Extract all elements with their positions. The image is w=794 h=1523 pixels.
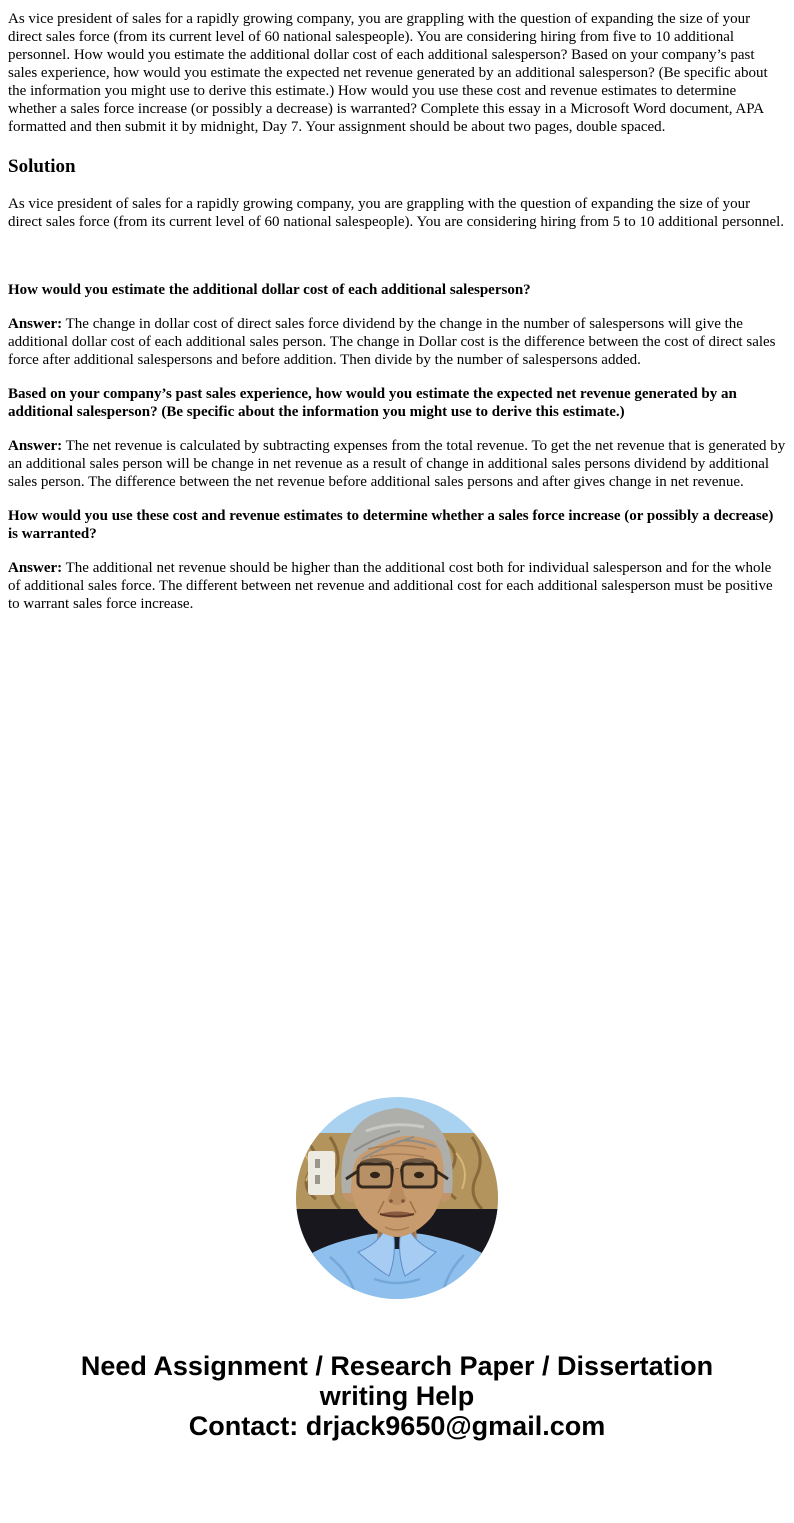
banner-contact-email: Contact: drjack9650@gmail.com	[188, 1411, 606, 1441]
solution-intro: As vice president of sales for a rapidly growing company, you are grappling with the question of expanding the size of your direct sales force (from its current level of 60 national salespeople). You are considering hiring from 5 to 10 additional personnel.	[8, 196, 785, 230]
instructor-portrait-photo	[296, 1097, 498, 1299]
answer-3	[8, 559, 786, 613]
answer-1	[8, 315, 786, 369]
answer-2	[8, 437, 786, 491]
question-1: How would you estimate the additional dollar cost of each additional salesperson?	[8, 282, 531, 298]
answer-3-text: The additional net revenue should be higher than the additional cost both for individual salesperson and for the whole of additional sales force. The different between net revenue and additional cost for each additional salesperson must be positive to warrant sales force increase.	[8, 560, 773, 612]
banner-line-1: Need Assignment / Research Paper / Dissertation	[80, 1351, 714, 1381]
question-3: How would you use these cost and revenue estimates to determine whether a sales force increase (or possibly a decrease) is warranted?	[8, 508, 774, 542]
avatar-wrap	[8, 1097, 786, 1299]
answer-3-label: Answer:	[8, 560, 63, 576]
contact-banner	[8, 1351, 786, 1441]
photo-switch-plate	[308, 1151, 335, 1195]
answer-2-text: The net revenue is calculated by subtracting expenses from the total revenue. To get the net revenue that is generated by an additional sales person will be change in net revenue as a result of change in additional sales persons dividend by additional sales person. The difference between the net revenue before additional sales persons and after gives change in net revenue.	[8, 438, 786, 490]
answer-2-label: Answer:	[8, 438, 63, 454]
answer-1-label: Answer:	[8, 316, 63, 332]
assignment-prompt: As vice president of sales for a rapidly growing company, you are grappling with the question of expanding the size of your direct sales force (from its current level of 60 national salespeople). You are considering hiring from five to 10 additional personnel. How would you estimate the additional dollar cost of each additional salesperson? Based on your company’s past sales experience, how would you estimate the expected net revenue generated by an additional salesperson? (Be specific about the information you might use to derive this estimate.) How would you use these cost and revenue estimates to determine whether a sales force increase (or possibly a decrease) is warranted? Complete this essay in a Microsoft Word document, APA formatted and then submit it by midnight, Day 7. Your assignment should be about two pages, double spaced.	[8, 11, 768, 135]
banner-line-2: writing Help	[319, 1381, 475, 1411]
answer-1-text: The change in dollar cost of direct sales force dividend by the change in the number of salespersons will give the additional dollar cost of each additional sales person. The change in Dollar cost is the difference between the cost of direct sales force after additional salespersons and before addition. Then divide by the number of salespersons added.	[8, 316, 776, 368]
solution-heading: Solution	[8, 156, 76, 177]
question-2: Based on your company’s past sales experience, how would you estimate the expected net revenue generated by an additional salesperson? (Be specific about the information you might use to derive this estimate.)	[8, 386, 737, 420]
